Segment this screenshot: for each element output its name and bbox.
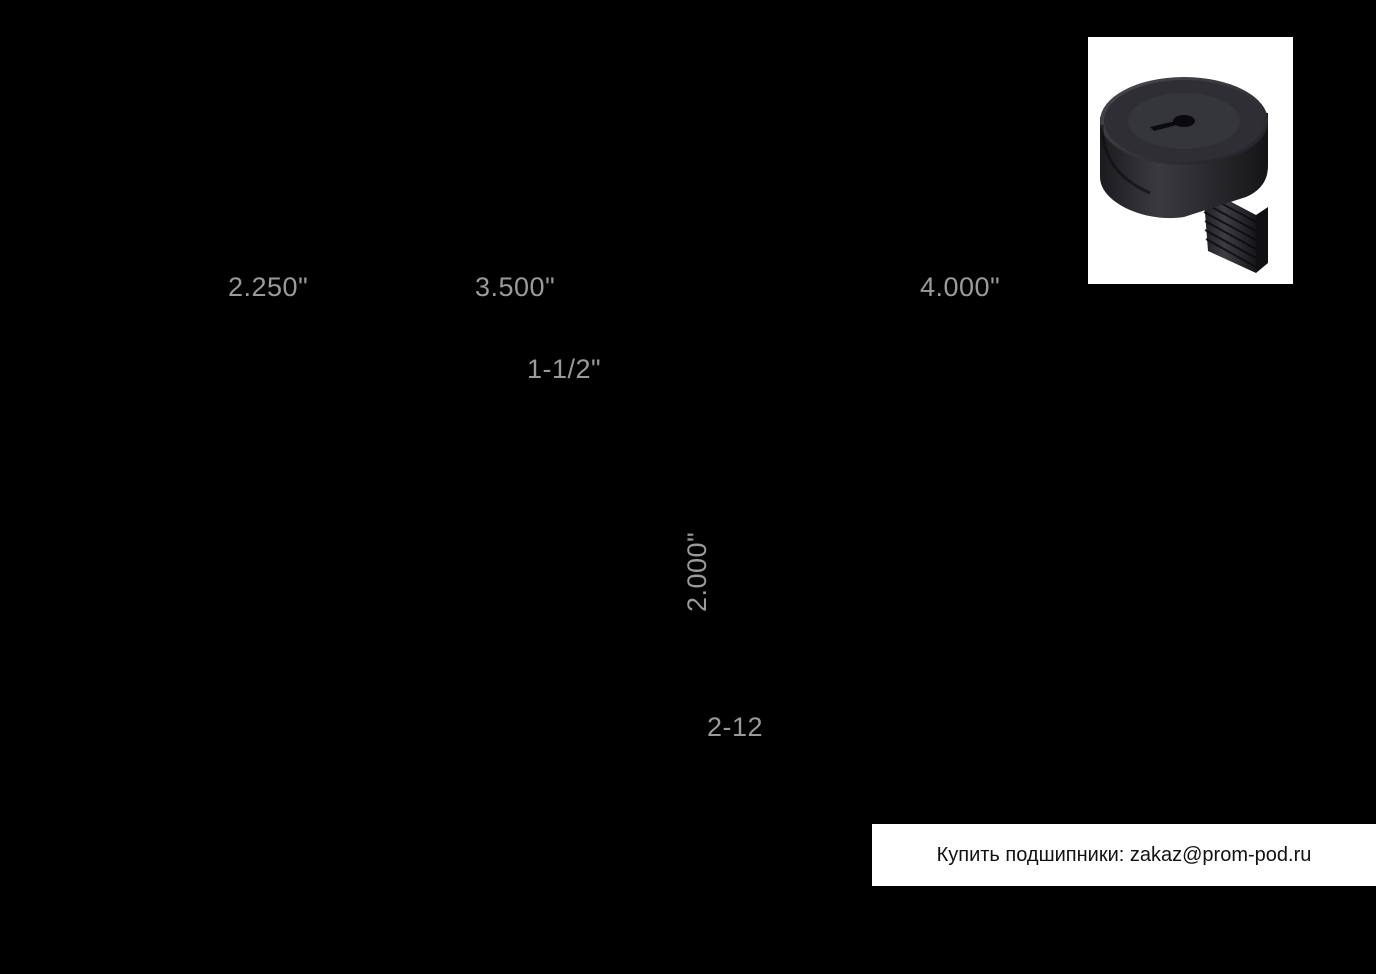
roller-body	[1100, 77, 1268, 218]
dimension-overall-width: 3.500"	[475, 272, 556, 302]
cam-follower-illustration	[1088, 37, 1293, 284]
dimension-stud-diameter: 2.000"	[682, 531, 712, 612]
dimension-stud-length: 1-1/2"	[527, 354, 602, 384]
cam-follower-photo	[1088, 37, 1293, 284]
dimension-overall-length: 4.000"	[920, 272, 1001, 302]
contact-banner	[872, 824, 1376, 886]
contact-banner-text: Купить подшипники: zakaz@prom-pod.ru	[936, 843, 1312, 866]
dimension-thread-spec: 2-12	[707, 712, 764, 742]
dimension-roller-diameter: 2.250"	[228, 272, 309, 302]
